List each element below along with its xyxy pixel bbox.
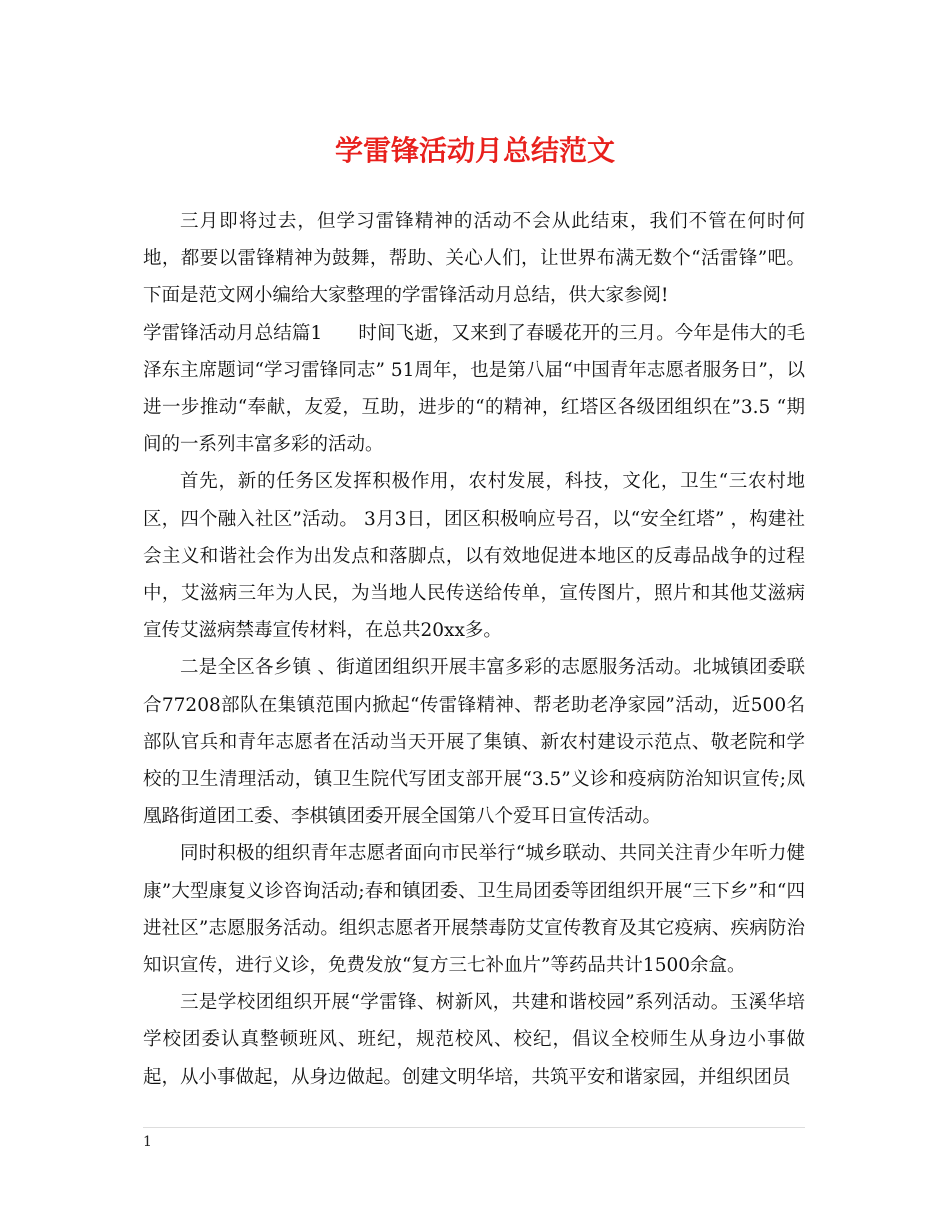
document-title: 学雷锋活动月总结范文 — [334, 134, 615, 167]
body-paragraph-3: 同时积极的组织青年志愿者面向市民举行“城乡联动、共同关注青少年听力健康”大型康复义诊咨询活动;春和镇团委、卫生局团委等团组织开展“三下乡”和“四进社区”志愿服务活动。组织志愿者开展禁毒防艾宣传教育及其它疫病、疾病防治知识宣传，进行义诊，免费发放“复方三七补血片”等药品共计1500余盒。 — [143, 843, 805, 977]
intro-paragraph: 三月即将过去，但学习雷锋精神的活动不会从此结束，我们不管在何时何地，都要以雷锋精神为鼓舞，帮助、关心人们，让世界布满无数个“活雷锋”吧。下面是范文网小编给大家整理的学雷锋活动月总结，供大家参阅! — [143, 211, 805, 307]
section-paragraph — [143, 315, 805, 464]
body-paragraph-1: 首先，新的任务区发挥积极作用，农村发展，科技，文化，卫生“三农村地区，四个融入社区”活动。 3月3日，团区积极响应号召，以“安全红塔” ，构建社会主义和谐社会作为出发点和落脚点，以有效地促进本地区的反毒品战争的过程中，艾滋病三年为人民，为当地人民传送给传单，宣传图片，照片和其他艾滋病宣传艾滋病禁毒宣传材料，在总共20xx多。 — [143, 471, 805, 642]
footer-divider — [143, 1127, 805, 1128]
page-number: 1 — [143, 1134, 152, 1150]
section-intro-text: 时间飞逝，又来到了春暖花开的三月。今年是伟大的毛泽东主席题词“学习雷锋同志” 51周年，也是第八届“中国青年志愿者服务日”，以进一步推动“奉献，友爱，互助，进步的“的精神，红塔区各级团组织在”3.5 “期间的一系列丰富多彩的活动。 — [143, 322, 805, 456]
body-paragraph-2: 二是全区各乡镇 、街道团组织开展丰富多彩的志愿服务活动。北城镇团委联合77208部队在集镇范围内掀起“传雷锋精神、帮老助老净家园”活动，近500名部队官兵和青年志愿者在活动当天开展了集镇、新农村建设示范点、敬老院和学校的卫生清理活动，镇卫生院代写团支部开展“3.5”义诊和疫病防治知识宣传;凤凰路街道团工委、李棋镇团委开展全国第八个爱耳日宣传活动。 — [143, 657, 805, 828]
section-heading: 学雷锋活动月总结篇1 — [143, 322, 323, 344]
document-body — [143, 203, 805, 1096]
body-paragraph-4: 三是学校团组织开展“学雷锋、树新风，共建和谐校园”系列活动。玉溪华培学校团委认真整顿班风、班纪，规范校风、校纪，倡议全校师生从身边小事做起，从小事做起，从身边做起。创建文明华培，共筑平安和谐家园，并组织团员 — [143, 992, 805, 1088]
